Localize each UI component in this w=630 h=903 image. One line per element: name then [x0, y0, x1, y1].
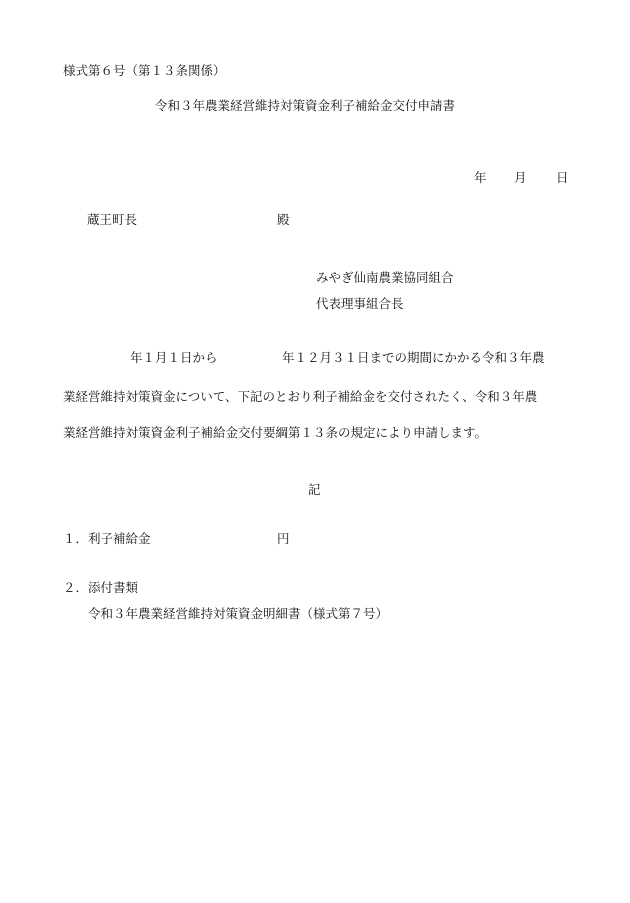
date-year-label: 年 [474, 170, 487, 185]
form-number: 様式第６号（第１３条関係） [63, 63, 226, 78]
date-month-label: 月 [514, 170, 527, 185]
addressee-honorific: 殿 [277, 212, 290, 227]
document-title: 令和３年農業経営維持対策資金利子補給金交付申請書 [155, 98, 456, 113]
body-line-1-start: 年１月１日から [130, 350, 218, 365]
addressee: 蔵王町長 [87, 212, 138, 227]
item-attachments-detail: 令和３年農業経営維持対策資金明細書（様式第７号） [88, 606, 389, 621]
item-interest-subsidy-unit: 円 [277, 531, 290, 546]
body-line-3: 業経営維持対策資金利子補給金交付要綱第１３条の規定により申請します。 [63, 425, 488, 440]
date-day-label: 日 [556, 170, 569, 185]
item-interest-subsidy-label: １．利子補給金 [63, 531, 151, 546]
applicant-representative: 代表理事組合長 [316, 296, 404, 311]
body-line-2: 業経営維持対策資金について、下記のとおり利子補給金を交付されたく、令和３年農 [63, 389, 538, 404]
body-line-1-end: 年１２月３１日までの期間にかかる令和３年農 [282, 350, 545, 365]
applicant-organization: みやぎ仙南農業協同組合 [316, 270, 454, 285]
item-attachments-label: ２．添付書類 [63, 580, 139, 595]
record-heading: 記 [308, 482, 321, 497]
